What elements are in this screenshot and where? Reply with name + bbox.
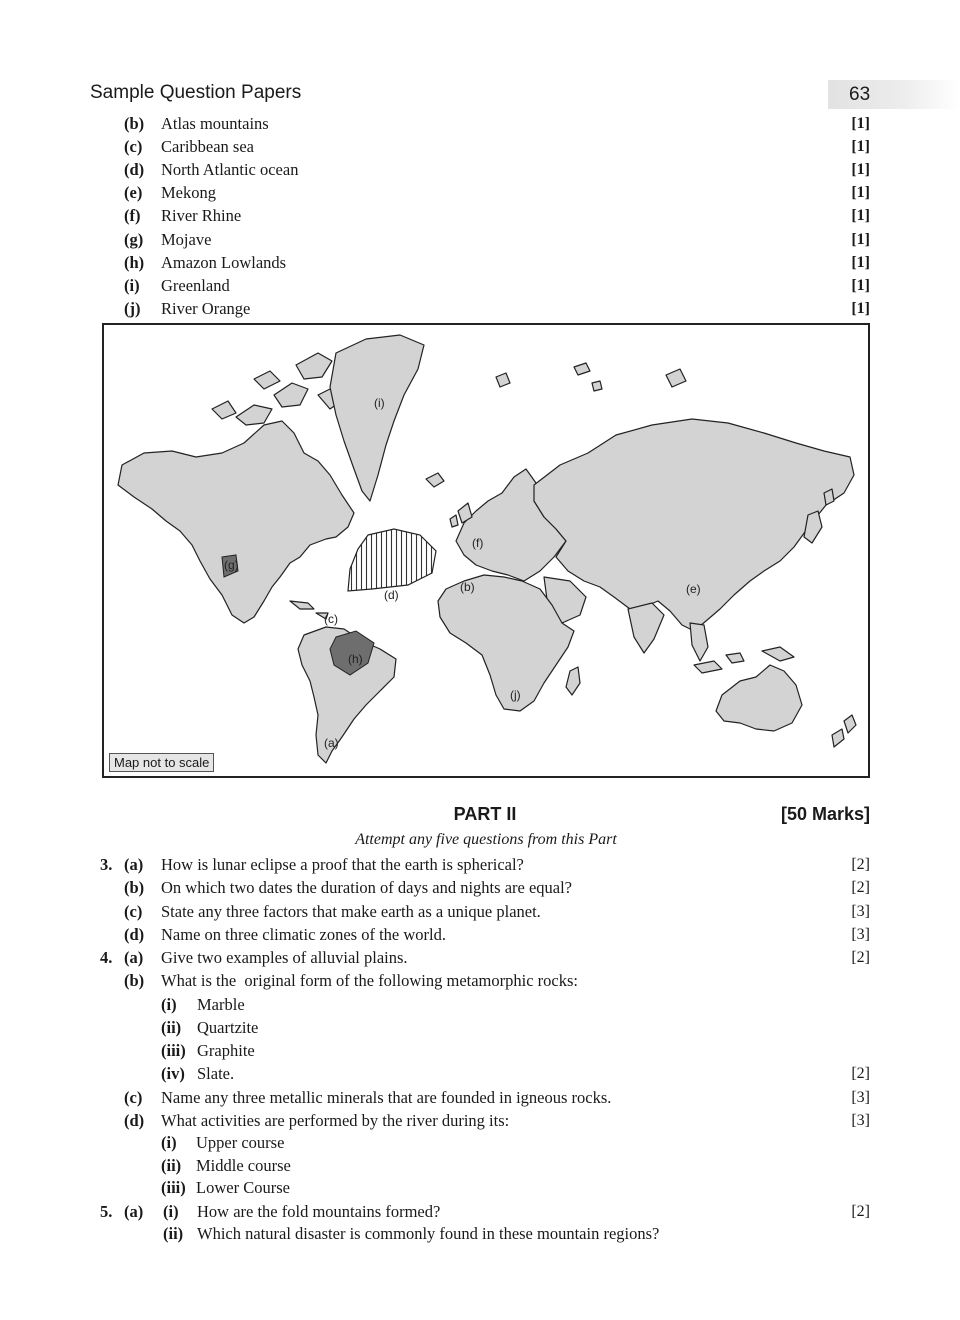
- list-item: [124, 298, 870, 320]
- sub-question: (c) Name any three metallic minerals that are founded in igneous rocks.: [124, 1088, 612, 1107]
- part-instruction: Attempt any five questions from this Part: [355, 831, 617, 848]
- greenland-shape: [330, 335, 424, 501]
- item-text: Mojave: [161, 230, 212, 249]
- item-text: River Rhine: [161, 206, 242, 225]
- item-label: (j): [124, 299, 141, 318]
- question-marks: [3]: [851, 1089, 870, 1106]
- question-marks: [2]: [851, 949, 870, 966]
- sub-sub-question: (i) Marble: [161, 995, 245, 1014]
- sub-question: (b) What is the original form of the following metamorphic rocks:: [124, 971, 578, 990]
- map-label-h: (h): [348, 652, 363, 666]
- question-marks: [2]: [851, 856, 870, 873]
- sub-sub-question: (i) Upper course: [161, 1133, 285, 1152]
- item-text: River Orange: [161, 299, 251, 318]
- item-marks: [1]: [851, 300, 870, 317]
- part-title: PART II: [453, 804, 517, 824]
- list-item: [124, 229, 870, 251]
- arctic-islands-shape: [236, 405, 272, 425]
- item-label: (e): [124, 183, 143, 202]
- item-label: (i): [124, 276, 140, 295]
- item-label: (b): [124, 114, 145, 133]
- sub-question: (b) On which two dates the duration of days and nights are equal?: [124, 878, 573, 897]
- map-label-j: (j): [510, 688, 521, 702]
- item-marks: [1]: [851, 207, 870, 224]
- item-label: (f): [124, 206, 141, 225]
- question-marks: [2]: [851, 1203, 870, 1220]
- page-number: 63: [828, 80, 960, 109]
- sub-question: (d) What activities are performed by the river during its:: [124, 1111, 510, 1130]
- sub-question: (d) Name on three climatic zones of the world.: [124, 925, 446, 944]
- item-text: Atlas mountains: [161, 114, 269, 133]
- sub-question: (a) How is lunar eclipse a proof that the earth is spherical?: [124, 855, 524, 874]
- sub-sub-question: (iv) Slate.: [161, 1064, 235, 1083]
- sub-question: (c) State any three factors that make earth as a unique planet.: [124, 902, 541, 921]
- sub-question: (a) Give two examples of alluvial plains.: [124, 948, 408, 967]
- list-item: [124, 275, 870, 297]
- item-marks: [1]: [851, 231, 870, 248]
- item-text: Caribbean sea: [161, 137, 254, 156]
- map-label-f: (f): [472, 536, 484, 550]
- item-marks: [1]: [851, 254, 870, 271]
- item-marks: [1]: [851, 161, 870, 178]
- item-label: (c): [124, 137, 143, 156]
- question-marks: [3]: [851, 926, 870, 943]
- question-marks: [3]: [851, 903, 870, 920]
- north-america-shape: [118, 421, 354, 623]
- item-marks: [1]: [851, 277, 870, 294]
- list-item: [124, 136, 870, 158]
- list-item: [124, 159, 870, 181]
- sub-sub-question: (iii) Lower Course: [161, 1178, 290, 1197]
- item-text: Greenland: [161, 276, 230, 295]
- australia-shape: [716, 665, 802, 731]
- part-marks: [50 Marks]: [780, 804, 870, 824]
- north-atlantic-hatch: [348, 529, 436, 591]
- item-marks: [1]: [851, 138, 870, 155]
- sub-sub-question: (iii) Graphite: [161, 1041, 255, 1060]
- map-label-c: (c): [324, 612, 338, 626]
- item-text: North Atlantic ocean: [161, 160, 299, 179]
- item-marks: [1]: [851, 115, 870, 132]
- map-label-e: (e): [686, 582, 701, 596]
- running-header-title: Sample Question Papers: [90, 82, 302, 103]
- map-label-a: (a): [324, 736, 339, 750]
- sub-sub-question: (ii) Middle course: [161, 1156, 291, 1175]
- map-label-g: (g): [224, 558, 239, 572]
- list-item: [124, 205, 870, 227]
- world-map-drawing: [104, 325, 868, 776]
- item-label: (h): [124, 253, 145, 272]
- sub-sub-question: (ii) Which natural disaster is commonly found in these mountain regions?: [163, 1224, 660, 1243]
- list-item: [124, 113, 870, 135]
- item-text: Mekong: [161, 183, 216, 202]
- map-label-i: (i): [374, 396, 385, 410]
- item-label: (g): [124, 230, 144, 249]
- world-map: [102, 323, 870, 778]
- question-marks: [2]: [851, 1065, 870, 1082]
- list-item: [124, 182, 870, 204]
- item-label: (d): [124, 160, 145, 179]
- question-marks: [2]: [851, 879, 870, 896]
- map-label-b: (b): [460, 580, 475, 594]
- sub-sub-question: (ii) Quartzite: [161, 1018, 259, 1037]
- map-label-d: (d): [384, 588, 399, 602]
- question-marks: [3]: [851, 1112, 870, 1129]
- list-item: [124, 252, 870, 274]
- sub-sub-question: (i) How are the fold mountains formed?: [163, 1202, 441, 1221]
- map-scale-note: Map not to scale: [109, 753, 214, 772]
- item-text: Amazon Lowlands: [161, 253, 287, 272]
- item-marks: [1]: [851, 184, 870, 201]
